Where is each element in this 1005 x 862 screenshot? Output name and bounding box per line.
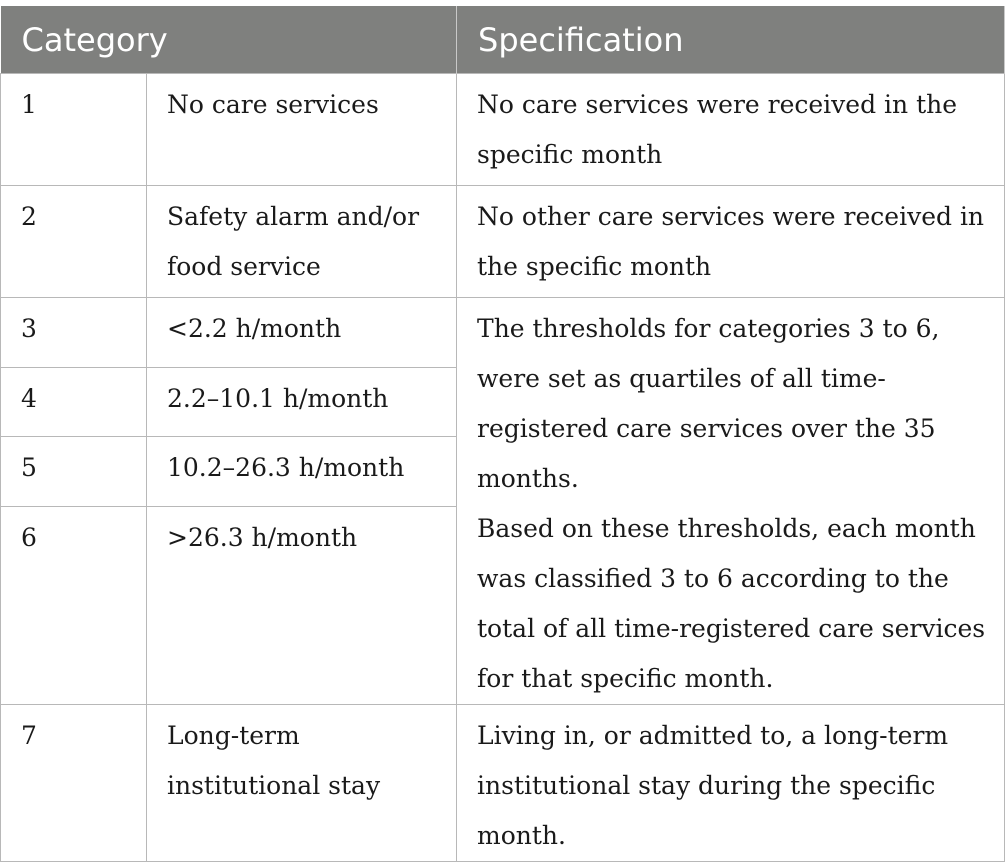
category-number: 1	[1, 74, 147, 186]
category-name: <2.2 h/month	[147, 298, 457, 368]
table-row	[1, 298, 1005, 368]
category-number: 5	[1, 437, 147, 507]
header-specification: Specification	[457, 6, 1005, 74]
category-number: 2	[1, 186, 147, 298]
category-specification: Living in, or admitted to, a long-term institutional stay during the specific month.	[457, 705, 1005, 862]
table-header-row	[1, 6, 1005, 74]
category-number: 6	[1, 506, 147, 705]
table-row	[1, 186, 1005, 298]
category-name: 10.2–26.3 h/month	[147, 437, 457, 507]
category-name: Safety alarm and/or food service	[147, 186, 457, 298]
category-name: 2.2–10.1 h/month	[147, 367, 457, 437]
category-number: 7	[1, 705, 147, 862]
category-number: 3	[1, 298, 147, 368]
shared-spec-part1: The thresholds for categories 3 to 6, were set as quartiles of all time-registered care services over the 35 months.	[477, 314, 940, 493]
shared-spec-part2: Based on these thresholds, each month was classified 3 to 6 according to the total of all time-registered care services for that specific month.	[477, 514, 986, 693]
care-category-table	[0, 6, 1005, 862]
category-number: 4	[1, 367, 147, 437]
category-name: >26.3 h/month	[147, 506, 457, 705]
category-specification: No care services were received in the specific month	[457, 74, 1005, 186]
category-name: No care services	[147, 74, 457, 186]
header-category: Category	[1, 6, 457, 74]
shared-specification-3-to-6	[457, 298, 1005, 705]
category-specification: No other care services were received in the specific month	[457, 186, 1005, 298]
category-name: Long-term institutional stay	[147, 705, 457, 862]
table-row	[1, 74, 1005, 186]
table-row	[1, 705, 1005, 862]
